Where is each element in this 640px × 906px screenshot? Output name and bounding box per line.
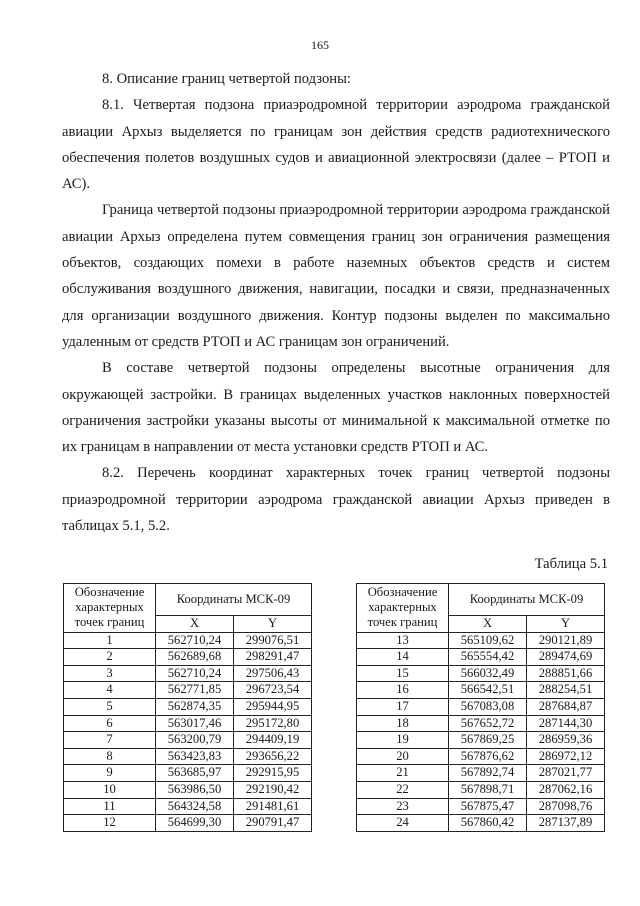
x-coordinate-cell: 563986,50 bbox=[156, 781, 234, 798]
y-coordinate-cell: 287098,76 bbox=[527, 798, 605, 815]
point-number-cell: 11 bbox=[64, 798, 156, 815]
coordinates-table-left bbox=[63, 583, 312, 832]
x-coordinate-cell: 565554,42 bbox=[449, 649, 527, 666]
paragraph-boundary: Граница четвертой подзоны приаэродромной территории аэродрома гражданской авиации Архыз определена путем совмещения границ зон ограничения размещения объектов, создающих помехи в работе наземных объектов средств и систем обслуживания воздушного движения, навигации, посадки и связи, предназначенных для организации воздушного движения. Контур подзоны выделен по максимально удаленным от средств РТОП и АС границам зон ограничений. bbox=[62, 202, 610, 350]
point-number-cell: 7 bbox=[64, 732, 156, 749]
table-row bbox=[357, 748, 605, 765]
point-number-cell: 21 bbox=[357, 765, 449, 782]
point-number-cell: 18 bbox=[357, 715, 449, 732]
point-column-header: Обозначение характерных точек границ bbox=[64, 584, 156, 633]
y-coordinate-cell: 287144,30 bbox=[527, 715, 605, 732]
point-number-cell: 1 bbox=[64, 632, 156, 649]
x-coordinate-cell: 562874,35 bbox=[156, 698, 234, 715]
table-header-row bbox=[357, 584, 605, 616]
point-column-header: Обозначение характерных точек границ bbox=[357, 584, 449, 633]
y-coordinate-cell: 288851,66 bbox=[527, 665, 605, 682]
table-row bbox=[64, 765, 312, 782]
x-coordinate-cell: 566032,49 bbox=[449, 665, 527, 682]
y-coordinate-cell: 298291,47 bbox=[234, 649, 312, 666]
y-coordinate-cell: 287137,89 bbox=[527, 815, 605, 832]
x-coordinate-cell: 562710,24 bbox=[156, 665, 234, 682]
y-coordinate-cell: 292190,42 bbox=[234, 781, 312, 798]
x-coordinate-cell: 567876,62 bbox=[449, 748, 527, 765]
x-column-header: X bbox=[449, 616, 527, 633]
y-coordinate-cell: 295944,95 bbox=[234, 698, 312, 715]
table-header-row bbox=[64, 584, 312, 616]
x-coordinate-cell: 567860,42 bbox=[449, 815, 527, 832]
x-coordinate-cell: 564699,30 bbox=[156, 815, 234, 832]
x-coordinate-cell: 563423,83 bbox=[156, 748, 234, 765]
x-coordinate-cell: 567892,74 bbox=[449, 765, 527, 782]
y-coordinate-cell: 287021,77 bbox=[527, 765, 605, 782]
table-row bbox=[64, 649, 312, 666]
table-row bbox=[64, 665, 312, 682]
point-number-cell: 17 bbox=[357, 698, 449, 715]
table-row bbox=[64, 815, 312, 832]
x-coordinate-cell: 567898,71 bbox=[449, 781, 527, 798]
x-coordinate-cell: 563200,79 bbox=[156, 732, 234, 749]
x-coordinate-cell: 567875,47 bbox=[449, 798, 527, 815]
y-coordinate-cell: 296723,54 bbox=[234, 682, 312, 699]
y-coordinate-cell: 289474,69 bbox=[527, 649, 605, 666]
y-coordinate-cell: 294409,19 bbox=[234, 732, 312, 749]
point-number-cell: 19 bbox=[357, 732, 449, 749]
table-row bbox=[357, 698, 605, 715]
table-caption: Таблица 5.1 bbox=[534, 556, 608, 572]
table-row bbox=[357, 732, 605, 749]
point-number-cell: 9 bbox=[64, 765, 156, 782]
point-number-cell: 5 bbox=[64, 698, 156, 715]
y-column-header: Y bbox=[527, 616, 605, 633]
table-row bbox=[64, 748, 312, 765]
point-number-cell: 4 bbox=[64, 682, 156, 699]
y-coordinate-cell: 287684,87 bbox=[527, 698, 605, 715]
y-coordinate-cell: 290791,47 bbox=[234, 815, 312, 832]
paragraph-8-2: 8.2. Перечень координат характерных точек границ четвертой подзоны приаэродромной территории аэродрома гражданской авиации Архыз приведен в таблицах 5.1, 5.2. bbox=[62, 465, 610, 535]
x-coordinate-cell: 563017,46 bbox=[156, 715, 234, 732]
x-coordinate-cell: 566542,51 bbox=[449, 682, 527, 699]
table-row bbox=[64, 698, 312, 715]
y-coordinate-cell: 293656,22 bbox=[234, 748, 312, 765]
point-number-cell: 22 bbox=[357, 781, 449, 798]
coordinates-table-right bbox=[356, 583, 605, 832]
point-number-cell: 24 bbox=[357, 815, 449, 832]
point-number-cell: 23 bbox=[357, 798, 449, 815]
y-coordinate-cell: 297506,43 bbox=[234, 665, 312, 682]
table-row bbox=[357, 798, 605, 815]
y-coordinate-cell: 299076,51 bbox=[234, 632, 312, 649]
table-row bbox=[357, 715, 605, 732]
y-coordinate-cell: 292915,95 bbox=[234, 765, 312, 782]
x-coordinate-cell: 562771,85 bbox=[156, 682, 234, 699]
paragraph-8-1: 8.1. Четвертая подзона приаэродромной территории аэродрома гражданской авиации Архыз выделяется по границам зон действия средств радиотехнического обеспечения полетов воздушных судов и авиационной электросвязи (далее – РТОП и АС). bbox=[62, 97, 610, 193]
section-heading: 8. Описание границ четвертой подзоны: bbox=[102, 71, 351, 87]
point-number-cell: 2 bbox=[64, 649, 156, 666]
table-row bbox=[64, 781, 312, 798]
table-row bbox=[64, 632, 312, 649]
table-row bbox=[357, 665, 605, 682]
point-number-cell: 20 bbox=[357, 748, 449, 765]
point-number-cell: 13 bbox=[357, 632, 449, 649]
coordinates-group-header: Координаты МСК-09 bbox=[156, 584, 312, 616]
table-row bbox=[64, 732, 312, 749]
y-coordinate-cell: 286972,12 bbox=[527, 748, 605, 765]
table-body bbox=[357, 584, 605, 832]
point-number-cell: 6 bbox=[64, 715, 156, 732]
page-number: 165 bbox=[311, 38, 329, 52]
y-coordinate-cell: 291481,61 bbox=[234, 798, 312, 815]
point-number-cell: 16 bbox=[357, 682, 449, 699]
point-number-cell: 14 bbox=[357, 649, 449, 666]
paragraph-height-limits: В составе четвертой подзоны определены высотные ограничения для окружающей застройки. В границах выделенных участков наклонных поверхностей ограничения застройки указаны высоты от минимальной к максимальной отметке по их границам в направлении от места установки средств РТОП и АС. bbox=[62, 360, 610, 456]
y-coordinate-cell: 290121,89 bbox=[527, 632, 605, 649]
point-number-cell: 3 bbox=[64, 665, 156, 682]
x-coordinate-cell: 563685,97 bbox=[156, 765, 234, 782]
y-coordinate-cell: 287062,16 bbox=[527, 781, 605, 798]
y-coordinate-cell: 295172,80 bbox=[234, 715, 312, 732]
table-row bbox=[357, 765, 605, 782]
table-row bbox=[357, 815, 605, 832]
table-body bbox=[64, 584, 312, 832]
table-row bbox=[357, 682, 605, 699]
document-body bbox=[62, 66, 610, 539]
table-row bbox=[64, 682, 312, 699]
x-coordinate-cell: 567083,08 bbox=[449, 698, 527, 715]
x-coordinate-cell: 564324,58 bbox=[156, 798, 234, 815]
y-coordinate-cell: 288254,51 bbox=[527, 682, 605, 699]
x-coordinate-cell: 562710,24 bbox=[156, 632, 234, 649]
x-coordinate-cell: 567869,25 bbox=[449, 732, 527, 749]
point-number-cell: 15 bbox=[357, 665, 449, 682]
y-coordinate-cell: 286959,36 bbox=[527, 732, 605, 749]
point-number-cell: 8 bbox=[64, 748, 156, 765]
table-row bbox=[357, 649, 605, 666]
x-coordinate-cell: 567652,72 bbox=[449, 715, 527, 732]
table-row bbox=[357, 632, 605, 649]
table-row bbox=[64, 798, 312, 815]
x-coordinate-cell: 562689,68 bbox=[156, 649, 234, 666]
point-number-cell: 10 bbox=[64, 781, 156, 798]
coordinates-group-header: Координаты МСК-09 bbox=[449, 584, 605, 616]
table-row bbox=[357, 781, 605, 798]
table-row bbox=[64, 715, 312, 732]
x-coordinate-cell: 565109,62 bbox=[449, 632, 527, 649]
x-column-header: X bbox=[156, 616, 234, 633]
y-column-header: Y bbox=[234, 616, 312, 633]
point-number-cell: 12 bbox=[64, 815, 156, 832]
